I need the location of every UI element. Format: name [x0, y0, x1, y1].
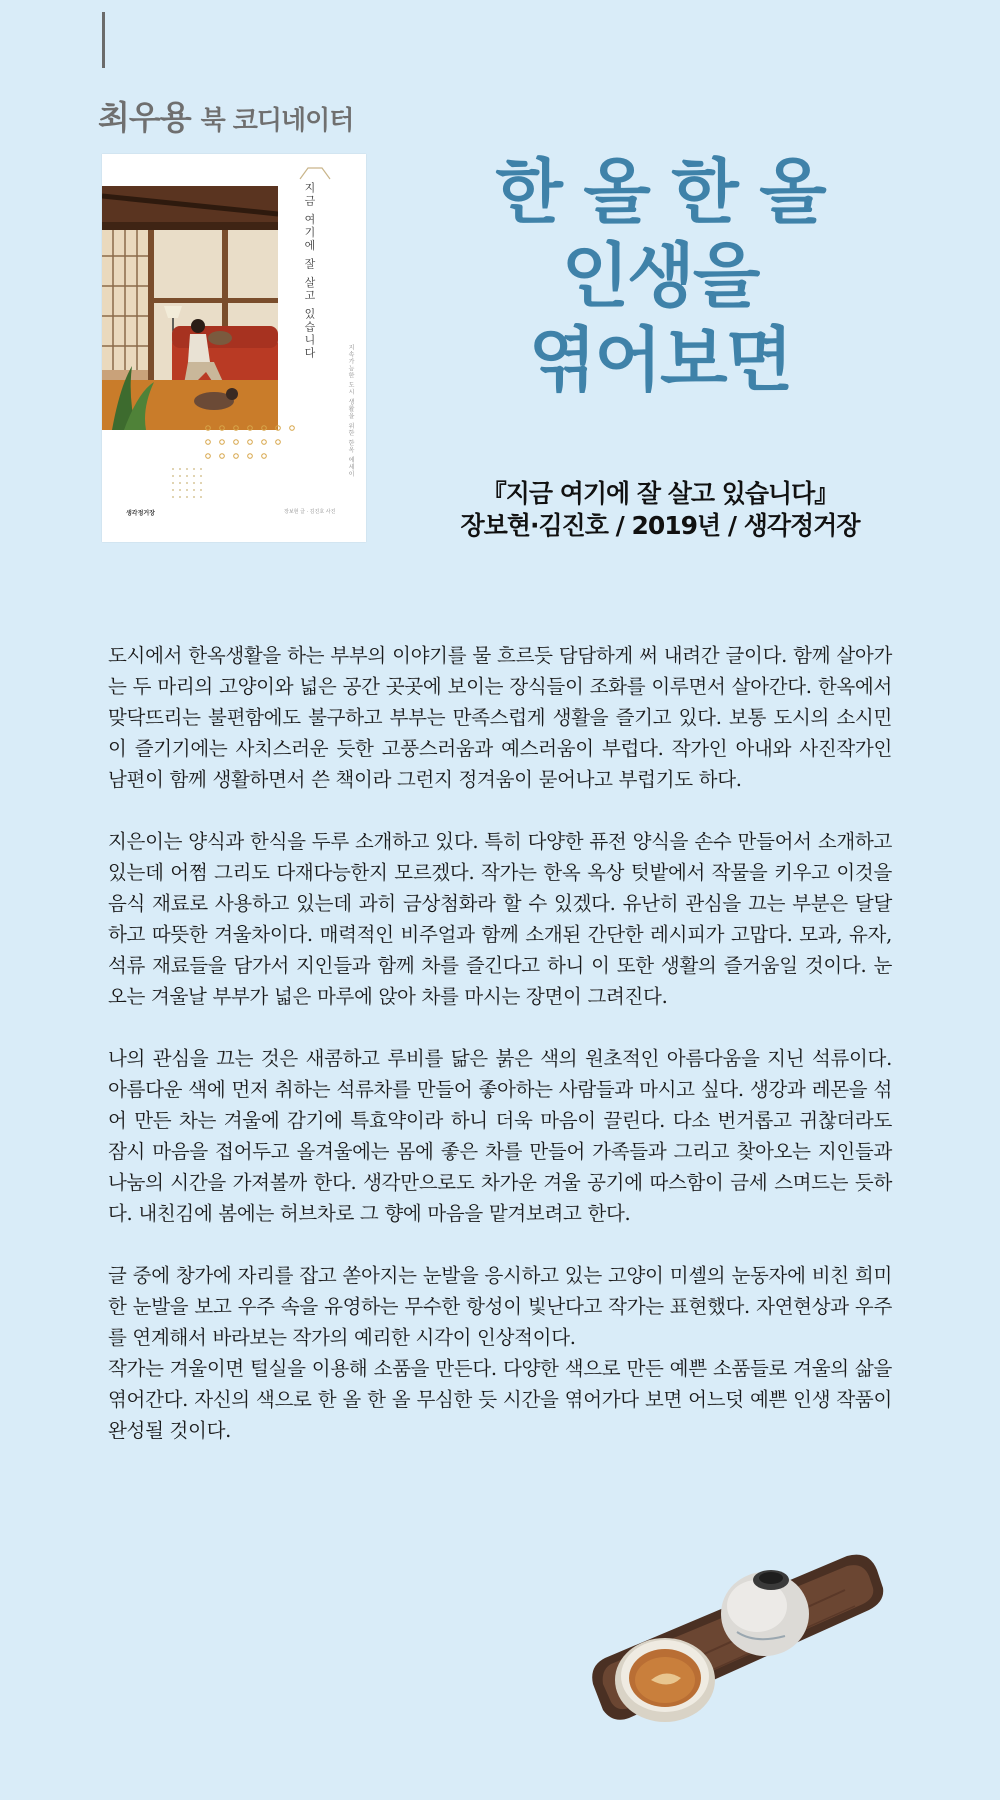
author-byline	[98, 92, 353, 139]
paragraph-3: 나의 관심을 끄는 것은 새콤하고 루비를 닮은 붉은 색의 원초적인 아름다움을 지닌 석류이다. 아름다운 색에 먼저 취하는 석류차를 만들어 좋아하는 사람들과 마시고 싶다. 생강과 레몬을 섞어 만든 차는 겨울에 감기에 특효약이라 하니 더욱 마음이 끌린다. 다소 번거롭고 귀찮더라도 잠시 마음을 접어두고 올겨울에는 몸에 좋은 차를 만들어 가족들과 그리고 찾아오는 지인들과 나눔의 시간을 가져볼까 한다. 생각만으로도 차가운 겨울 공기에 따스함이 금세 스며드는 듯하다. 내친김에 봄에는 허브차로 그 향에 마음을 맡겨보려고 한다.	[108, 1047, 892, 1225]
paragraph-1: 도시에서 한옥생활을 하는 부부의 이야기를 물 흐르듯 담담하게 써 내려간 글이다. 함께 살아가는 두 마리의 고양이와 넓은 공간 곳곳에 보이는 장식들이 조화를 이루면서 살아간다. 한옥에서 맞닥뜨리는 불편함에도 불구하고 부부는 만족스럽게 생활을 즐기고 있다. 보통 도시의 소시민이 즐기기에는 사치스러운 듯한 고풍스러움과 예스러움이 부럽다. 작가인 아내와 사진작가인 남편이 함께 생활하면서 쓴 책이라 그런지 정겨움이 묻어나고 부럽기도 하다.	[108, 644, 892, 791]
cover-photo-hanok-interior	[102, 186, 278, 430]
cover-title-bracket	[298, 166, 332, 180]
cover-subtitle: 지속가능한 도시 생활을 위한 한옥 에세이	[347, 344, 354, 478]
cover-publisher: 생각정거장	[126, 510, 155, 517]
cover-title: 지금 여기에 잘 살고 있습니다	[303, 182, 316, 360]
cover-authors: 장보현 글 · 김진호 사진	[284, 509, 336, 515]
review-body	[108, 640, 892, 1477]
headline-line-3: 엮어보면	[528, 319, 792, 401]
cover-small-dot-grid	[170, 466, 210, 500]
author-name: 최우용	[98, 98, 191, 137]
paragraph-4: 글 중에 창가에 자리를 잡고 쏟아지는 눈발을 응시하고 있는 고양이 미셸의 눈동자에 비친 희미한 눈발을 보고 우주 속을 유영하는 무수한 항성이 빛난다고 작가는 표현했다. 자연현상과 우주를 연계해서 바라보는 작가의 예리한 시각이 인상적이다.	[108, 1264, 892, 1349]
headline	[440, 150, 880, 402]
book-title: 『지금 여기에 잘 살고 있습니다』	[481, 479, 839, 508]
paragraph-2: 지은이는 양식과 한식을 두루 소개하고 있다. 특히 다양한 퓨전 양식을 손수 만들어서 소개하고 있는데 어쩜 그리도 다재다능한지 모르겠다. 작가는 한옥 옥상 텃밭에서 작물을 키우고 이것을 음식 재료로 사용하고 있는데 과히 금상첨화라 할 수 있겠다. 유난히 관심을 끄는 부분은 달달하고 따뜻한 겨울차이다. 매력적인 비주얼과 함께 소개된 간단한 레시피가 고맙다. 모과, 유자, 석류 재료들을 담가서 지인들과 함께 차를 즐긴다고 하니 이 또한 생활의 즐거움일 것이다. 눈 오는 겨울날 부부가 넓은 마루에 앉아 차를 마시는 장면이 그려진다.	[108, 830, 892, 1008]
paragraph-5: 작가는 겨울이면 털실을 이용해 소품을 만든다. 다양한 색으로 만든 예쁜 소품들로 겨울의 삶을 엮어간다. 자신의 색으로 한 올 한 올 무심한 듯 시간을 엮어가다 보면 어느덧 예쁜 인생 작품이 완성될 것이다.	[108, 1357, 892, 1442]
book-cover	[102, 154, 366, 542]
headline-line-2: 인생을	[561, 235, 759, 317]
headline-line-1: 한 올 한 올	[495, 151, 825, 233]
top-accent-rule	[102, 12, 105, 68]
tea-tray-illustration	[585, 1540, 885, 1730]
cover-dot-pattern	[202, 422, 298, 462]
book-info: 장보현·김진호 / 2019년 / 생각정거장	[460, 511, 860, 540]
author-role: 북 코디네이터	[200, 106, 354, 136]
